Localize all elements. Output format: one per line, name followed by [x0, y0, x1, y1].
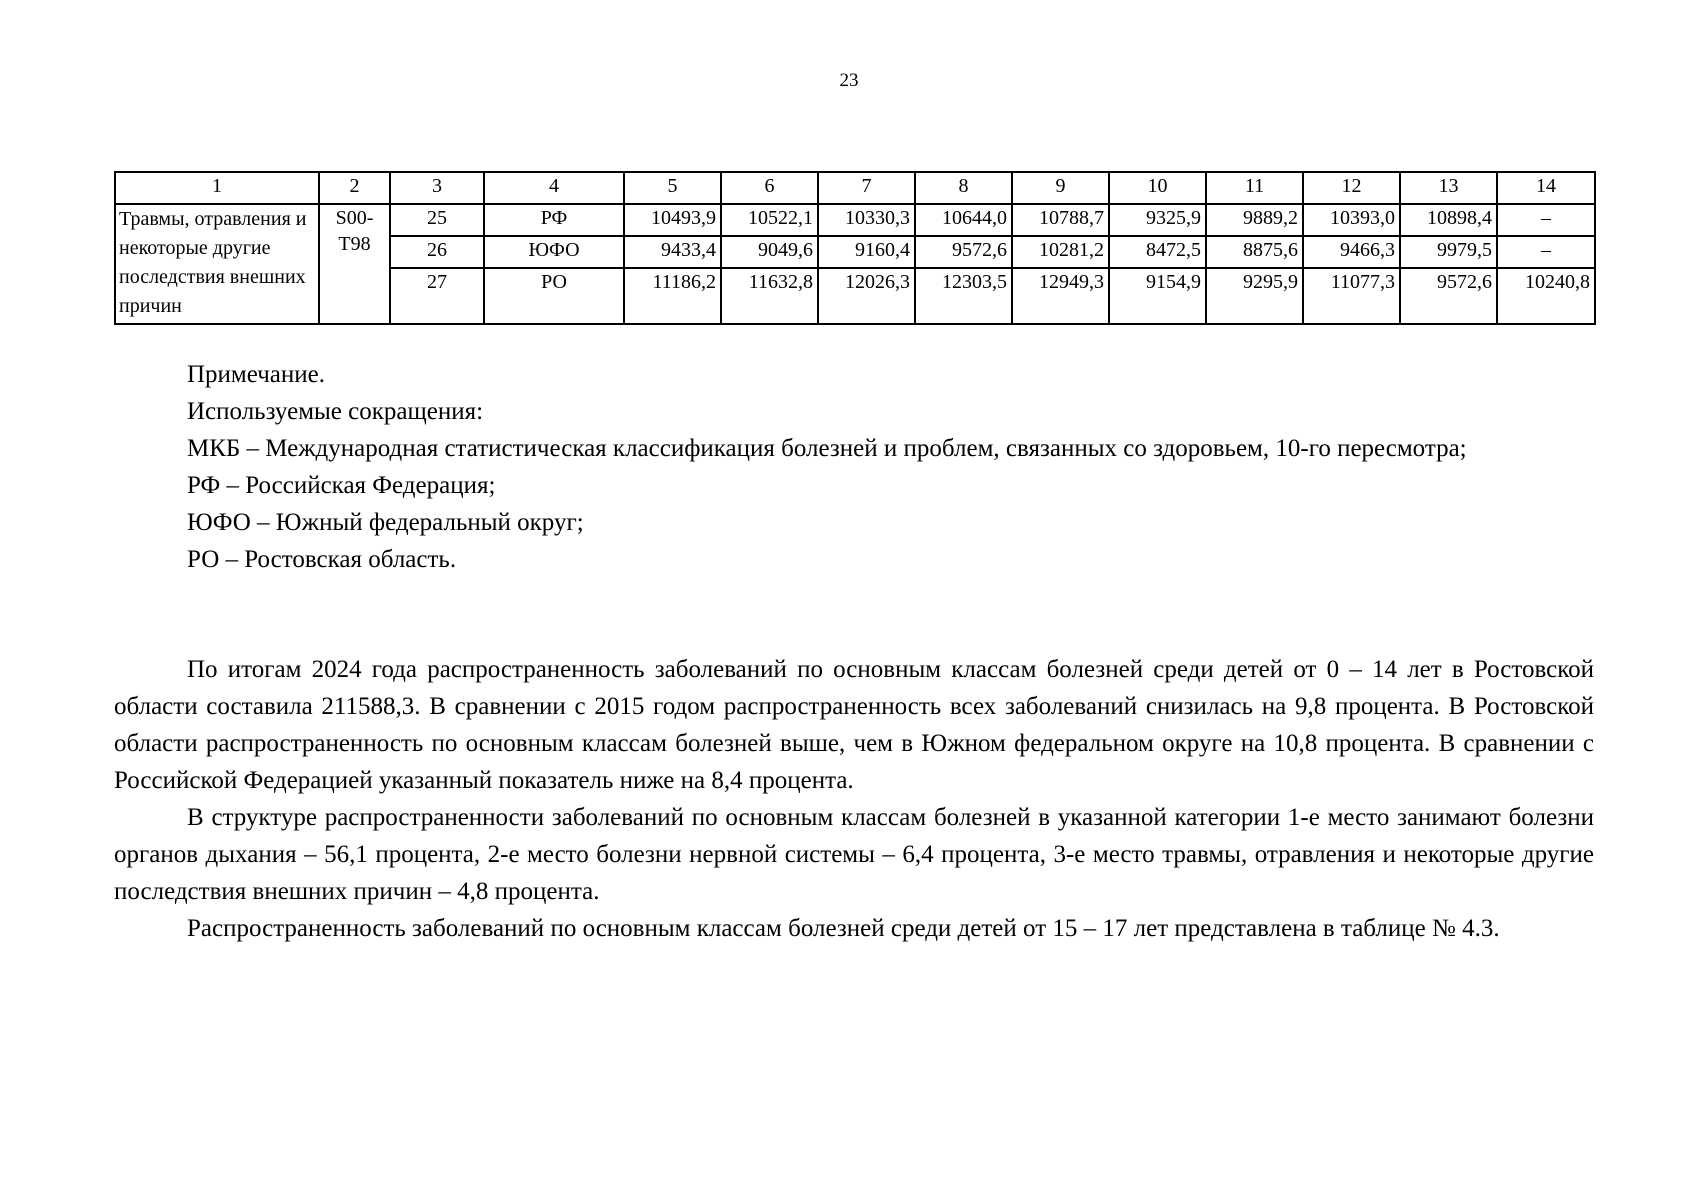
column-number: 2 [319, 172, 390, 204]
column-number: 8 [915, 172, 1012, 204]
paragraph: В структуре распространенности заболеваний по основным классам болезней в указанной категории 1-е место занимают болезни органов дыхания – 56,1 процента, 2-е место болезни нервной системы – 6,4 процента, 3-е место травмы, отравления и некоторые другие последствия внешних причин – 4,8 процента. [114, 804, 1594, 905]
value-cell: 9889,2 [1206, 204, 1303, 236]
column-number: 6 [721, 172, 818, 204]
value-cell: 12949,3 [1012, 268, 1109, 324]
body-text [114, 651, 1594, 947]
value-cell: 9049,6 [721, 236, 818, 268]
value-cell: 10788,7 [1012, 204, 1109, 236]
notes-title: Примечание. [187, 361, 326, 388]
value-cell: – [1497, 236, 1595, 268]
value-cell: 11077,3 [1303, 268, 1400, 324]
line-number-cell: 27 [390, 268, 484, 324]
column-number: 1 [115, 172, 319, 204]
line-number-cell: 25 [390, 204, 484, 236]
value-cell: 10393,0 [1303, 204, 1400, 236]
value-cell: – [1497, 204, 1595, 236]
abbreviation-item: МКБ – Международная статистическая классификация болезней и проблем, связанных со здоровьем, 10-го пересмотра; [187, 435, 1467, 462]
value-cell: 12026,3 [818, 268, 915, 324]
column-number: 5 [624, 172, 721, 204]
abbreviation-item: ЮФО – Южный федеральный округ; [187, 509, 584, 536]
value-cell: 9572,6 [915, 236, 1012, 268]
column-number: 4 [484, 172, 624, 204]
column-number-row [115, 172, 1595, 204]
region-cell: ЮФО [484, 236, 624, 268]
value-cell: 10281,2 [1012, 236, 1109, 268]
value-cell: 8875,6 [1206, 236, 1303, 268]
column-number: 11 [1206, 172, 1303, 204]
line-number-cell: 26 [390, 236, 484, 268]
value-cell: 12303,5 [915, 268, 1012, 324]
morbidity-table [114, 171, 1596, 325]
value-cell: 10493,9 [624, 204, 721, 236]
value-cell: 8472,5 [1109, 236, 1206, 268]
value-cell: 10240,8 [1497, 268, 1595, 324]
value-cell: 9979,5 [1400, 236, 1497, 268]
icd-code-cell: S00-T98 [319, 204, 390, 324]
column-number: 3 [390, 172, 484, 204]
abbreviation-item: РФ – Российская Федерация; [187, 472, 496, 499]
value-cell: 9325,9 [1109, 204, 1206, 236]
value-cell: 10330,3 [818, 204, 915, 236]
value-cell: 9433,4 [624, 236, 721, 268]
column-number: 12 [1303, 172, 1400, 204]
value-cell: 9154,9 [1109, 268, 1206, 324]
region-cell: РФ [484, 204, 624, 236]
value-cell: 9572,6 [1400, 268, 1497, 324]
column-number: 7 [818, 172, 915, 204]
value-cell: 10644,0 [915, 204, 1012, 236]
abbreviation-item: РО – Ростовская область. [187, 546, 457, 573]
column-number: 9 [1012, 172, 1109, 204]
page-number: 23 [839, 70, 859, 91]
paragraph: Распространенность заболеваний по основным классам болезней среди детей от 15 – 17 лет представлена в таблице № 4.3. [187, 915, 1500, 942]
value-cell: 11632,8 [721, 268, 818, 324]
disease-class-cell: Травмы, отравления и некоторые другие последствия внешних причин [115, 204, 319, 324]
column-number: 13 [1400, 172, 1497, 204]
region-cell: РО [484, 268, 624, 324]
abbreviations-heading: Используемые сокращения: [187, 398, 484, 425]
column-number: 14 [1497, 172, 1595, 204]
value-cell: 10522,1 [721, 204, 818, 236]
value-cell: 11186,2 [624, 268, 721, 324]
paragraph: По итогам 2024 года распространенность заболеваний по основным классам болезней среди детей от 0 – 14 лет в Ростовской области составила 211588,3. В сравнении с 2015 годом распространенность всех заболеваний снизилась на 9,8 процента. В Ростовской области распространенность по основным классам болезней выше, чем в Южном федеральном округе на 10,8 процента. В сравнении с Российской Федерацией указанный показатель ниже на 8,4 процента. [114, 656, 1594, 794]
table-row [115, 204, 1595, 236]
value-cell: 9160,4 [818, 236, 915, 268]
value-cell: 10898,4 [1400, 204, 1497, 236]
notes-section [114, 356, 1594, 578]
value-cell: 9466,3 [1303, 236, 1400, 268]
column-number: 10 [1109, 172, 1206, 204]
value-cell: 9295,9 [1206, 268, 1303, 324]
